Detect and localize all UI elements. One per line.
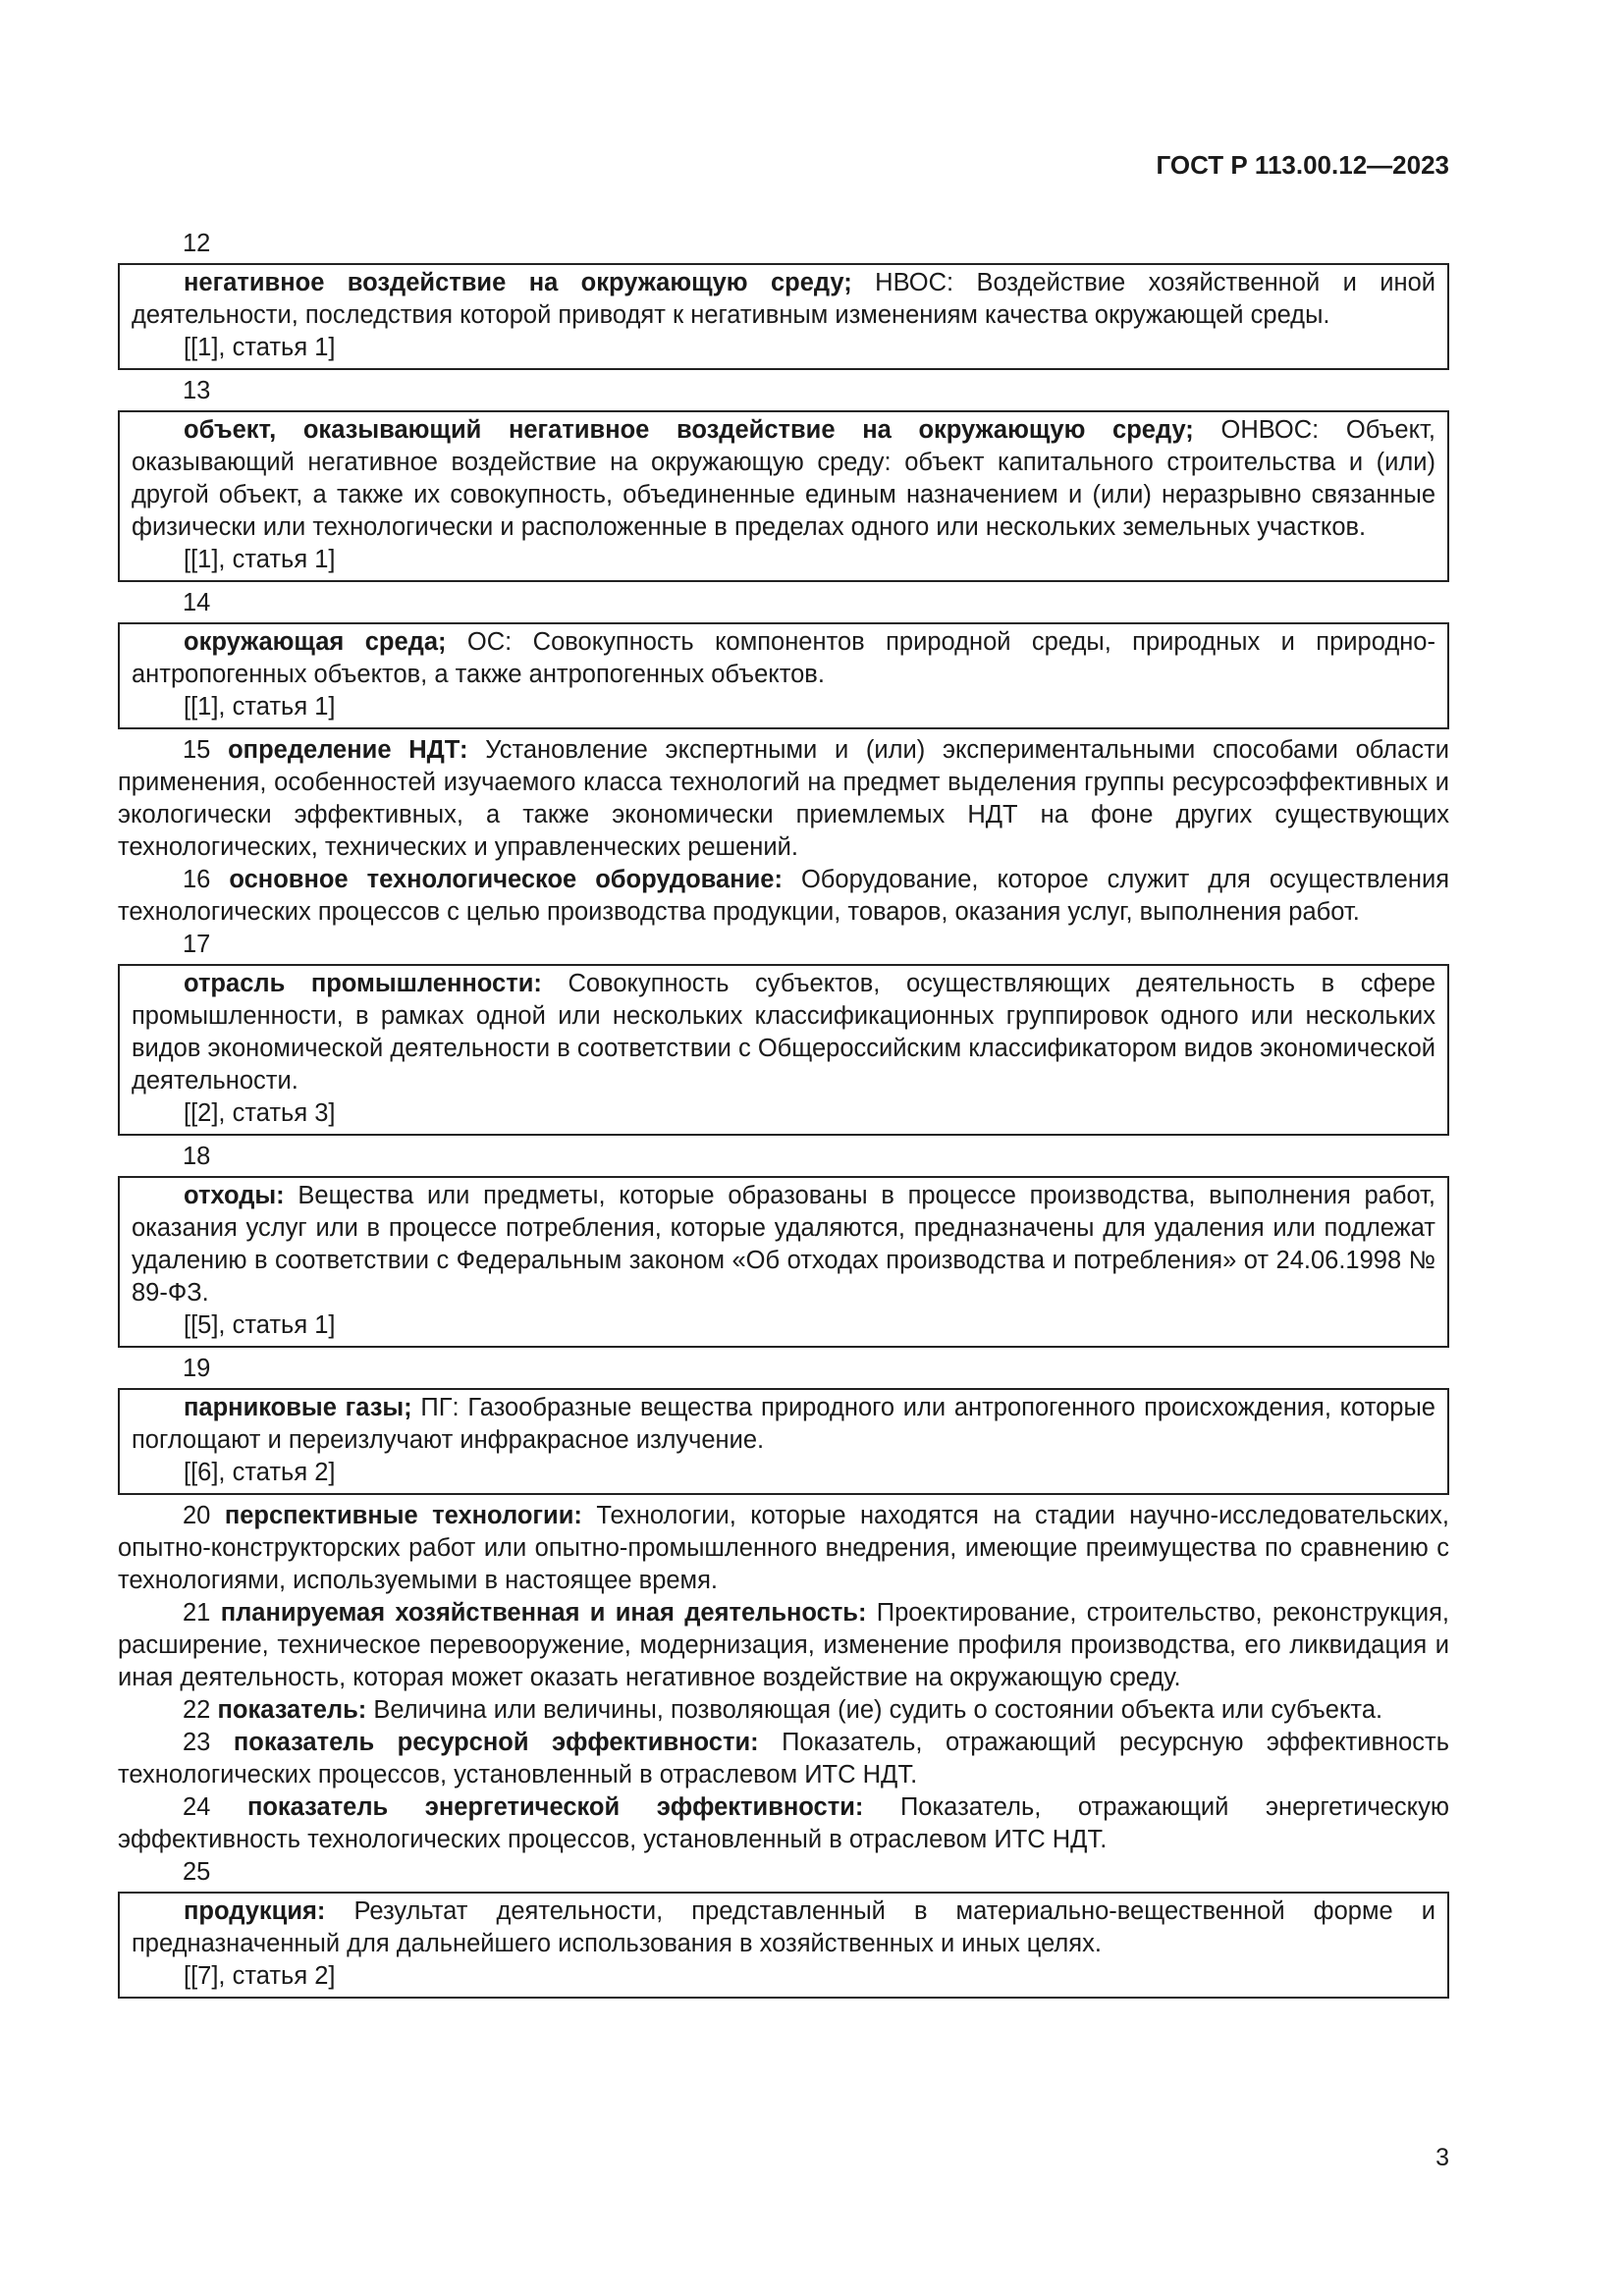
definition: НВОС: Воздействие хозяйственной и иной деятельности, последствия которой приводят к негативным изменениям качества окружающей среды.: [132, 269, 1435, 329]
reference: [[5], статья 1]: [184, 1311, 336, 1339]
reference: [[1], статья 1]: [184, 334, 336, 361]
definition: ОС: Совокупность компонентов природной среды, природных и природно-антропогенных объектов, а также антропогенных объектов.: [132, 628, 1435, 688]
entry-number: 12: [183, 230, 211, 257]
term: объект, оказывающий негативное воздействие на окружающую среду;: [184, 416, 1194, 444]
term: определение НДТ:: [228, 736, 468, 764]
entry-number: 18: [183, 1143, 211, 1170]
definition-box: [118, 964, 1449, 1136]
definition: ОНВОС: Объект, оказывающий негативное воздействие на окружающую среду: объект капитального строительства и (или) другой объект, а также их совокупность, объединенные единым назначением и (или) неразрывно связанные физически или технологически и расположенные в пределах одного или нескольких земельных участков.: [132, 416, 1435, 541]
definition: Величина или величины, позволяющая (ие) судить о состоянии объекта или субъекта.: [366, 1696, 1383, 1724]
definition: Результат деятельности, представленный в материально-вещественной форме и предназначенный для дальнейшего использования в хозяйственных и иных целях.: [132, 1897, 1435, 1957]
definition: Показатель, отражающий энергетическую эффективность технологических процессов, установленный в отраслевом ИТС НДТ.: [118, 1793, 1449, 1853]
entry-number: 14: [183, 589, 211, 616]
reference: [[1], статья 1]: [184, 693, 336, 721]
entry-number: 21: [183, 1599, 211, 1627]
definition: Совокупность субъектов, осуществляющих деятельность в сфере промышленности, в рамках одной или нескольких классификационных группировок одного или нескольких видов экономической деятельности в соответствии с Общероссийским классификатором видов экономической деятельности.: [132, 970, 1436, 1095]
definition: Вещества или предметы, которые образованы в процессе производства, выполнения работ, оказания услуг или в процессе потребления, которые удаляются, предназначены для удаления или подлежат удалению в соответствии с Федеральным законом «Об отходах производства и потребления» от 24.06.1998 № 89-ФЗ.: [132, 1182, 1435, 1307]
definition-paragraph: [118, 1727, 1449, 1791]
entry-number: 25: [183, 1858, 211, 1886]
entry-number: 13: [183, 377, 211, 404]
entry-number: 22: [183, 1696, 211, 1724]
definition-box: [118, 1388, 1449, 1495]
definition-box: [118, 1176, 1449, 1348]
definition: Технологии, которые находятся на стадии научно-исследовательских, опытно-конструкторских работ или опытно-промышленного внедрения, имеющие преимущества по сравнению с технологиями, используемыми в настоящее время.: [118, 1502, 1450, 1594]
definition-text: [132, 626, 1435, 691]
definition-paragraph: [118, 1500, 1449, 1597]
entry-number: 19: [183, 1355, 211, 1382]
term: продукция:: [184, 1897, 326, 1925]
term: основное технологическое оборудование:: [229, 866, 783, 893]
term: планируемая хозяйственная и иная деятельность:: [220, 1599, 867, 1627]
definition: Оборудование, которое служит для осуществления технологических процессов с целью производства продукции, товаров, оказания услуг, выполнения работ.: [118, 866, 1449, 926]
definition: ПГ: Газообразные вещества природного или антропогенного происхождения, которые поглощают и переизлучают инфракрасное излучение.: [132, 1394, 1435, 1454]
definition-box: [118, 410, 1449, 582]
definition-box: [118, 1892, 1449, 1999]
entry-number: 16: [183, 866, 211, 893]
term: негативное воздействие на окружающую среду;: [184, 269, 852, 296]
entry-number: 23: [183, 1729, 211, 1756]
term: показатель:: [217, 1696, 367, 1724]
definition-text: [132, 1180, 1435, 1309]
reference: [[7], статья 2]: [184, 1962, 336, 1990]
definition: Показатель, отражающий ресурсную эффективность технологических процессов, установленный в отраслевом ИТС НДТ.: [118, 1729, 1449, 1789]
terms-list: [118, 228, 1449, 2003]
term: показатель энергетической эффективности:: [246, 1793, 864, 1821]
entry-number: 20: [183, 1502, 211, 1529]
definition-paragraph: [118, 734, 1449, 864]
entry-number: 15: [183, 736, 211, 764]
entry-number: 24: [183, 1793, 211, 1821]
definition: Проектирование, строительство, реконструкция, расширение, техническое перевооружение, модернизация, изменение профиля производства, его ликвидация и иная деятельность, которая может оказать негативное воздействие на окружающую среду.: [118, 1599, 1449, 1691]
definition-paragraph: [118, 864, 1449, 929]
term: перспективные технологии:: [224, 1502, 582, 1529]
definition-text: [132, 1896, 1435, 1960]
definition-text: [132, 968, 1435, 1097]
page-number: 3: [1435, 2144, 1449, 2171]
definition-box: [118, 622, 1449, 729]
definition-text: [132, 1392, 1435, 1457]
definition-text: [132, 267, 1435, 332]
term: показатель ресурсной эффективности:: [233, 1729, 759, 1756]
term: окружающая среда;: [184, 628, 447, 656]
document-code: ГОСТ Р 113.00.12—2023: [1156, 150, 1449, 180]
reference: [[1], статья 1]: [184, 546, 336, 573]
term: отрасль промышленности:: [184, 970, 542, 997]
term: парниковые газы;: [184, 1394, 412, 1421]
term: отходы:: [184, 1182, 285, 1209]
definition-paragraph: [118, 1694, 1449, 1727]
entry-number: 17: [183, 931, 211, 958]
reference: [[2], статья 3]: [184, 1099, 336, 1127]
definition-paragraph: [118, 1791, 1449, 1856]
definition-box: [118, 263, 1449, 370]
definition-paragraph: [118, 1597, 1449, 1694]
definition: Установление экспертными и (или) экспериментальными способами области применения, особенностей изучаемого класса технологий на предмет выделения группы ресурсоэффективных и экологически эффективных, а также экономически приемлемых НДТ на фоне других существующих технологических, технических и управленческих решений.: [118, 736, 1450, 861]
definition-text: [132, 414, 1435, 544]
reference: [[6], статья 2]: [184, 1459, 336, 1486]
